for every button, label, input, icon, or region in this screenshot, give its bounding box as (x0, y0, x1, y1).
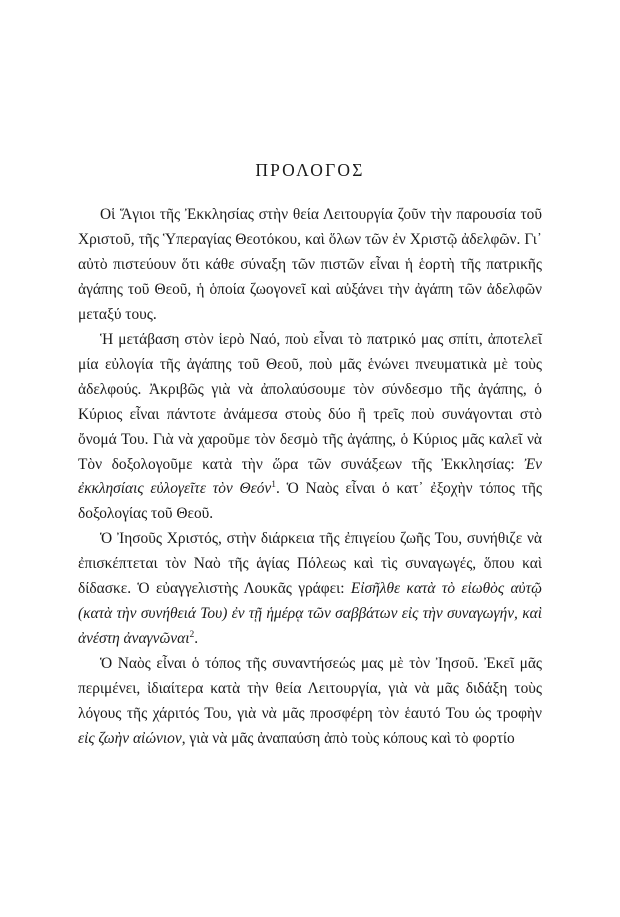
footnote-marker: 1 (271, 480, 276, 491)
body-text (78, 203, 542, 752)
text-run: Ὁ Ναὸς εἶναι ὁ τόπος τῆς συναντήσεώς μας μὲ τὸν Ἰησοῦ. Ἐκεῖ μᾶς περιμένει, ἰδιαίτερα κατὰ τὴν θεία Λειτουργία, γιὰ νὰ μᾶς διδάξη τοὺς λόγους τῆς χάριτός Του, γιὰ νὰ μᾶς προσφέρη τὸν ἑαυτό Του ὡς τροφὴν (78, 655, 542, 723)
text-run: , γιὰ νὰ μᾶς ἀναπαύση ἀπὸ τοὺς κόπους καὶ τὸ φορτίο (181, 730, 515, 748)
footnote-marker: 2 (189, 630, 195, 641)
text-run: Ὁ Ἰησοῦς Χριστός, στὴν διάρκεια τῆς ἐπιγείου ζωῆς Του, συνήθιζε νὰ ἐπισκέπτεται τὸν Ναὸ τῆς ἁγίας Πόλεως καὶ τὶς συναγωγές, ὅπου καὶ δίδασκε. Ὁ εὐαγγελιστὴς Λουκᾶς γράφει: (78, 530, 542, 598)
paragraph (78, 527, 542, 652)
paragraph (78, 328, 542, 528)
quoted-text: Ἐν ἐκκλησίαις εὐλογεῖτε τὸν Θεόν (78, 455, 542, 498)
quoted-text: Εἰσῆλθε κατὰ τὸ εἰωθὸς αὐτῷ (κατὰ τὴν συνήθειά Του) ἐν τῇ ἡμέρᾳ τῶν σαββάτων εἰς τὴν συναγωγήν, καὶ ἀνέστη ἀναγνῶναι (78, 580, 542, 648)
quoted-text: εἰς ζωὴν αἰώνιον (78, 730, 182, 748)
text-run: . (194, 630, 199, 648)
paragraph (78, 203, 542, 328)
text-run: . Ὁ Ναὸς εἶναι ὁ κατ᾿ ἐξοχὴν τόπος τῆς δοξολογίας τοῦ Θεοῦ. (78, 480, 542, 523)
paragraph (78, 652, 542, 752)
page-title: ΠΡΟΛΟΓΟΣ (255, 160, 365, 180)
text-run: Οἱ Ἅγιοι τῆς Ἐκκλησίας στὴν θεία Λειτουργία ζοῦν τὴν παρουσία τοῦ Χριστοῦ, τῆς Ὑπεραγίας Θεοτόκου, καὶ ὅλων τῶν ἐν Χριστῷ ἀδελφῶν. Γι᾿ αὐτὸ πιστεύουν ὅτι κάθε σύναξη τῶν πιστῶν εἶναι ἡ ἑορτὴ τῆς πατρικῆς ἀγάπης τοῦ Θεοῦ, ἡ ὁποία ζωογονεῖ καὶ αὐξάνει τὴν ἀγάπη τῶν ἀδελφῶν μεταξύ τους. (78, 206, 542, 323)
text-run: Ἡ μετάβαση στὸν ἱερὸ Ναό, ποὺ εἶναι τὸ πατρικό μας σπίτι, ἀποτελεῖ μία εὐλογία τῆς ἀγάπης τοῦ Θεοῦ, ποὺ μᾶς ἑνώνει πνευματικὰ μὲ τοὺς ἀδελφούς. Ἀκριβῶς γιὰ νὰ ἀπολαύσουμε τὸν σύνδεσμο τῆς ἀγάπης, ὁ Κύριος εἶναι πάντοτε ἀνάμεσα στοὺς δύο ἢ τρεῖς ποὺ συνάγονται στὸ ὄνομά Του. Γιὰ νὰ χαροῦμε τὸν δεσμὸ τῆς ἀγάπης, ὁ Κύριος μᾶς καλεῖ νὰ Τὸν δοξολογοῦμε κατὰ τὴν ὥρα τῶν συνάξεων τῆς Ἐκκλησίας: (78, 330, 542, 473)
